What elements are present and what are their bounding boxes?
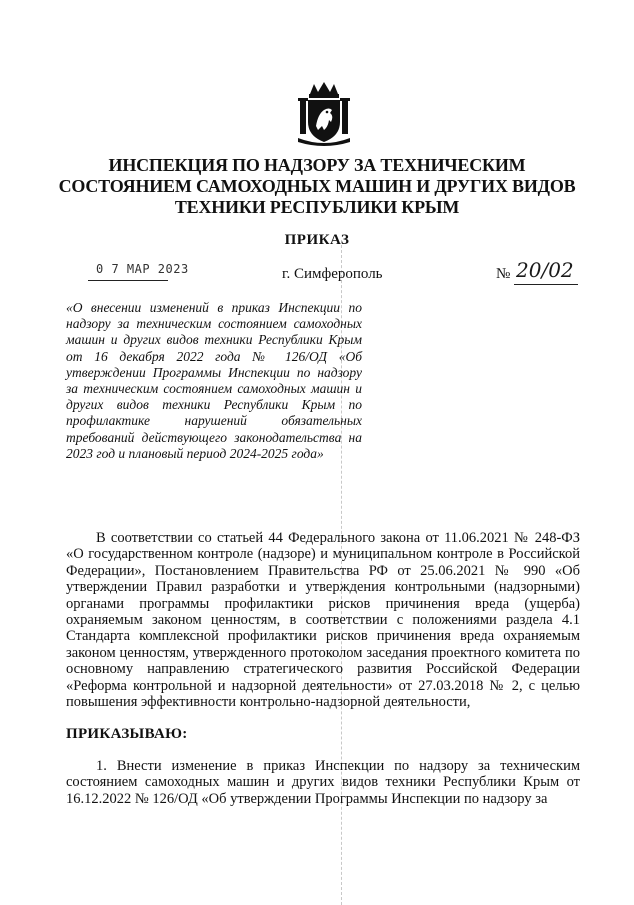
preamble-paragraph: В соответствии со статьей 44 Федерального закона от 11.06.2021 № 248-ФЗ «О государственном контроле (надзоре) и муниципальном контроле в Российской Федерации», Постановлением Правительства РФ от 25.06.2021 № 990 «Об утверждении Правил разработки и утверждения контрольными (надзорными) органами программы профилактики рисков причинения вреда (ущерба) охраняемым законом ценностям, в соответствии с положениями раздела 4.1 Стандарта комплексной профилактики рисков причинения вреда охраняемым законом ценностям, утвержденного протоколом заседания проектного комитета по основному направлению стратегического развития Российской Федерации «Реформа контрольной и надзорной деятельности» от 27.03.2018 № 2, с целью повышения эффективности контрольно-надзорной деятельности,: [66, 530, 580, 711]
order-title: ПРИКАЗ: [284, 232, 350, 248]
order-subject: «О внесении изменений в приказ Инспекции по надзору за техническим состоянием самоходных машин и других видов техники Республики Крым от 16 декабря 2022 года № 126/ОД «Об утверждении Программы Инспекции по надзору за техническим состоянием самоходных машин и других видов техники Республики Крым по профилактике нарушений обязательных требований действующего законодательства на 2023 год и плановый период 2024-2025 года»: [66, 300, 362, 461]
date-stamp: 0 7 МАР 2023: [96, 262, 189, 276]
order-number-label: №: [496, 266, 511, 282]
organization-header: [40, 155, 594, 218]
crimea-coat-of-arms-icon: [296, 80, 352, 148]
order-number-underline: [514, 284, 578, 285]
header-line-2: СОСТОЯНИЕМ САМОХОДНЫХ МАШИН И ДРУГИХ ВИДОВ: [58, 176, 576, 196]
decree-heading: ПРИКАЗЫВАЮ:: [66, 726, 188, 742]
item-1-paragraph: 1. Внести изменение в приказ Инспекции по надзору за техническим состоянием самоходных машин и других видов техники Республики Крым от 16.12.2022 № 126/ОД «Об утверждении Программы Инспекции по надзору за: [66, 758, 580, 807]
header-line-1: ИНСПЕКЦИЯ ПО НАДЗОРУ ЗА ТЕХНИЧЕСКИМ: [108, 155, 526, 175]
order-number-handwritten: 20/02: [516, 258, 574, 282]
date-underline: [88, 280, 168, 281]
header-line-3: ТЕХНИКИ РЕСПУБЛИКИ КРЫМ: [174, 197, 460, 217]
city-name: г. Симферополь: [282, 266, 383, 282]
